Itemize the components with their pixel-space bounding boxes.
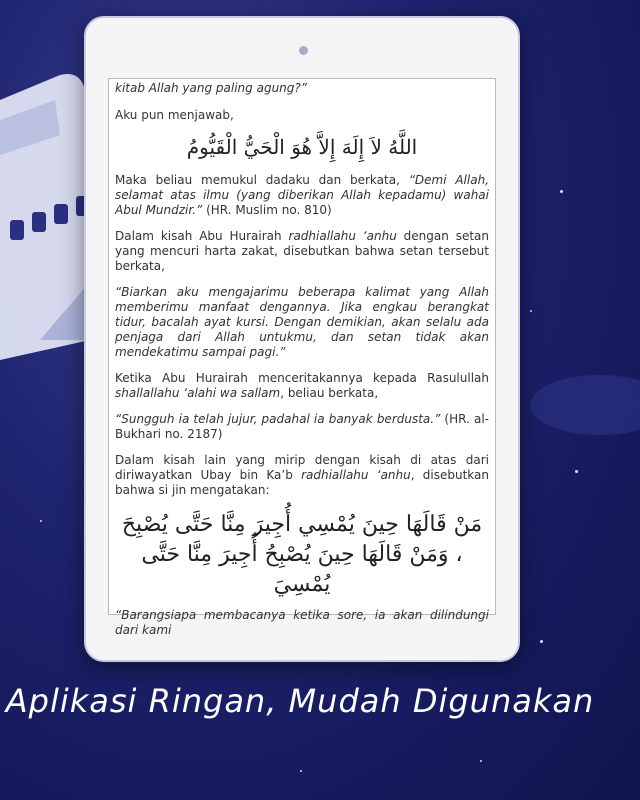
paragraph-jujur (115, 412, 489, 442)
paragraph-answer: Aku pun menjawab, (115, 108, 234, 122)
star (530, 310, 532, 312)
text-span: Ketika Abu Hurairah menceritakannya kepada Rasulullah (115, 371, 489, 385)
reader-screen[interactable] (108, 78, 496, 637)
text-span: Maka beliau memukul dadaku dan berkata, (115, 173, 409, 187)
text-span: dengan setan yang mencuri harta zakat, disebutkan bahwa setan tersebut berkata, (115, 229, 490, 273)
text-line-top: kitab Allah yang paling agung?” (115, 81, 307, 95)
cloud-icon (520, 330, 640, 430)
promo-caption: Aplikasi Ringan, Mudah Digunakan (5, 682, 595, 720)
text-line-bottom: “Barangsiapa membacanya ketika sore, ia akan dilindungi dari kami (115, 608, 489, 637)
star (480, 760, 482, 762)
paragraph-lain (115, 453, 489, 498)
tablet-frame (84, 16, 520, 662)
text-span: Dalam kisah lain yang mirip dengan kisah di atas dari diriwayatkan Ubay bin Ka’b (115, 453, 489, 482)
honorific-span: radhiallahu ‘anhu (288, 229, 397, 243)
reference-span: (HR. al-Bukhari no. 2187) (115, 412, 489, 441)
paragraph-struck (115, 173, 489, 218)
text-span: Dalam kisah Abu Hurairah (115, 229, 289, 243)
star (300, 770, 302, 772)
star (540, 640, 543, 643)
honorific-span: radhiallahu ‘anhu (301, 468, 411, 482)
quote-span: “Demi Allah, selamat atas ilmu (yang diberikan Allah kepadamu) wahai Abul Mundzir.” (115, 173, 489, 217)
quote-span: “Sungguh ia telah jujur, padahal ia banyak berdusta.” (115, 412, 441, 426)
star (575, 470, 578, 473)
arabic-verse-2: مَنْ قَالَهَا حِينَ يُمْسِي أُجِيرَ مِنَّا حَتَّى يُصْبِحَ ، وَمَنْ قَالَهَا حِينَ يُصْبِحُ أُجِيرَ مِنَّا حَتَّى يُمْسِيَ (121, 512, 483, 597)
arabic-verse-1: اللَّهُ لاَ إِلَهَ إِلاَّ هُوَ الْحَيُّ الْقَيُّومُ (186, 135, 418, 159)
paragraph-quote-setan: “Biarkan aku mengajarimu beberapa kalimat yang Allah memberimu manfaat dengannya. Jika engkau berangkat tidur, bacalah ayat kursi. Dengan demikian, akan selalu ada penjaga dari Allah untukmu, dan setan tidak akan mendekatimu sampai pagi.” (115, 285, 489, 359)
star (40, 520, 42, 522)
camera-icon (299, 46, 308, 55)
article-content (109, 79, 495, 638)
text-span: , disebutkan bahwa si jin mengatakan: (115, 468, 490, 497)
reference-span: (HR. Muslim no. 810) (202, 203, 332, 217)
paragraph-kisah (115, 229, 489, 274)
text-span: , beliau berkata, (280, 386, 379, 400)
paragraph-tell (115, 371, 489, 401)
star (560, 190, 563, 193)
honorific-span: shallallahu ‘alahi wa sallam (115, 386, 281, 400)
